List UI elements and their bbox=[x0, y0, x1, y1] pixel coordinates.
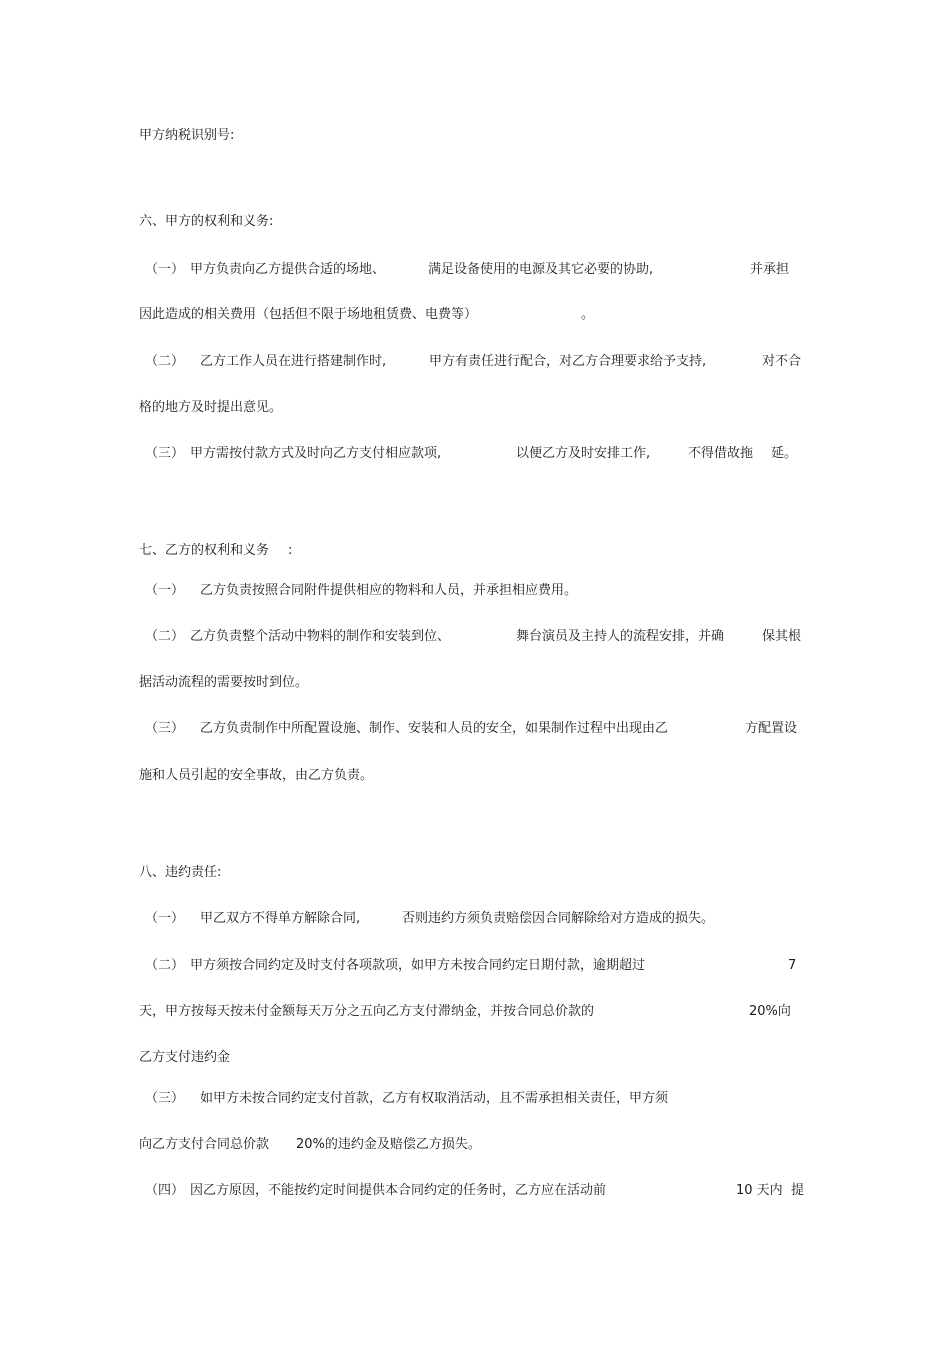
s8-item2-text: 甲方须按合同约定及时支付各项款项，如甲方未按合同约定日期付款，逾期超过 bbox=[190, 958, 646, 973]
s8-item3-num: （三） bbox=[145, 1091, 185, 1106]
s8-item2-num: （二） bbox=[145, 958, 185, 973]
section-6-heading: 六、甲方的权利和义务: bbox=[139, 214, 274, 229]
s6-item2-text: 甲方有责任进行配合，对乙方合理要求给予支持, bbox=[429, 354, 707, 369]
s6-item2-text: 对不合 bbox=[762, 354, 802, 369]
s8-item1-text: 甲乙双方不得单方解除合同, bbox=[200, 911, 361, 926]
s8-item1-text: 否则违约方须负责赔偿因合同解除给对方造成的损失。 bbox=[402, 911, 715, 926]
s7-item2-continuation: 据活动流程的需要按时到位。 bbox=[139, 675, 309, 690]
s7-item3-text: 方配置设 bbox=[745, 721, 798, 736]
s7-item1-text: 乙方负责按照合同附件提供相应的物料和人员，并承担相应费用。 bbox=[200, 583, 578, 598]
s7-item3-num: （三） bbox=[145, 721, 185, 736]
section-7-heading: 七、乙方的权利和义务 bbox=[139, 543, 270, 558]
s6-item1-text: 满足设备使用的电源及其它必要的协助, bbox=[428, 262, 654, 277]
s6-item2-continuation: 格的地方及时提出意见。 bbox=[139, 400, 283, 415]
s8-item3-text: 如甲方未按合同约定支付首款，乙方有权取消活动，且不需承担相关责任，甲方须 bbox=[200, 1091, 669, 1106]
s6-item1-num: （一） bbox=[145, 262, 185, 277]
s6-item3-text: 延。 bbox=[771, 446, 798, 461]
s6-item2-text: 乙方工作人员在进行搭建制作时, bbox=[200, 354, 387, 369]
s8-item1-num: （一） bbox=[145, 911, 185, 926]
s6-item3-text: 甲方需按付款方式及时向乙方支付相应款项, bbox=[190, 446, 442, 461]
s8-item4-text: 10 天内 bbox=[736, 1183, 783, 1198]
s7-item3-continuation: 施和人员引起的安全事故，由乙方负责。 bbox=[139, 768, 374, 783]
s8-item3-continuation: 向乙方支付合同总价款 bbox=[139, 1137, 270, 1152]
s8-item2-continuation: 乙方支付违约金 bbox=[139, 1050, 231, 1065]
s6-item1-text: 并承担 bbox=[750, 262, 790, 277]
s6-item1-text: 甲方负责向乙方提供合适的场地、 bbox=[190, 262, 386, 277]
section-7-heading-colon: : bbox=[288, 543, 293, 558]
s7-item2-num: （二） bbox=[145, 629, 185, 644]
s8-item4-text: 提 bbox=[791, 1183, 805, 1198]
s7-item3-text: 乙方负责制作中所配置设施、制作、安装和人员的安全，如果制作过程中出现由乙 bbox=[200, 721, 669, 736]
s6-item3-text: 不得借故拖 bbox=[688, 446, 754, 461]
s6-item1-continuation: 因此造成的相关费用（包括但不限于场地租赁费、电费等） bbox=[139, 307, 478, 322]
s7-item2-text: 乙方负责整个活动中物料的制作和安装到位、 bbox=[190, 629, 451, 644]
section-8-heading: 八、违约责任: bbox=[139, 865, 222, 880]
s6-item2-num: （二） bbox=[145, 354, 185, 369]
s7-item2-text: 舞台演员及主持人的流程安排，并确 bbox=[516, 629, 725, 644]
s7-item2-text: 保其根 bbox=[762, 629, 802, 644]
s8-item4-num: （四） bbox=[145, 1183, 185, 1198]
s6-item3-text: 以便乙方及时安排工作, bbox=[516, 446, 651, 461]
s8-item2-text: 7 bbox=[788, 958, 797, 973]
s8-item2-continuation: 20%向 bbox=[749, 1004, 791, 1019]
s8-item4-text: 因乙方原因，不能按约定时间提供本合同约定的任务时，乙方应在活动前 bbox=[190, 1183, 607, 1198]
s7-item1-num: （一） bbox=[145, 583, 185, 598]
s6-item1-continuation: 。 bbox=[581, 307, 595, 322]
tax-id-label: 甲方纳税识别号: bbox=[139, 128, 235, 143]
s6-item3-num: （三） bbox=[145, 446, 185, 461]
s8-item2-continuation: 天，甲方按每天按未付金额每天万分之五向乙方支付滞纳金，并按合同总价款的 bbox=[139, 1004, 595, 1019]
s8-item3-continuation: 20%的违约金及赔偿乙方损失。 bbox=[296, 1137, 481, 1152]
